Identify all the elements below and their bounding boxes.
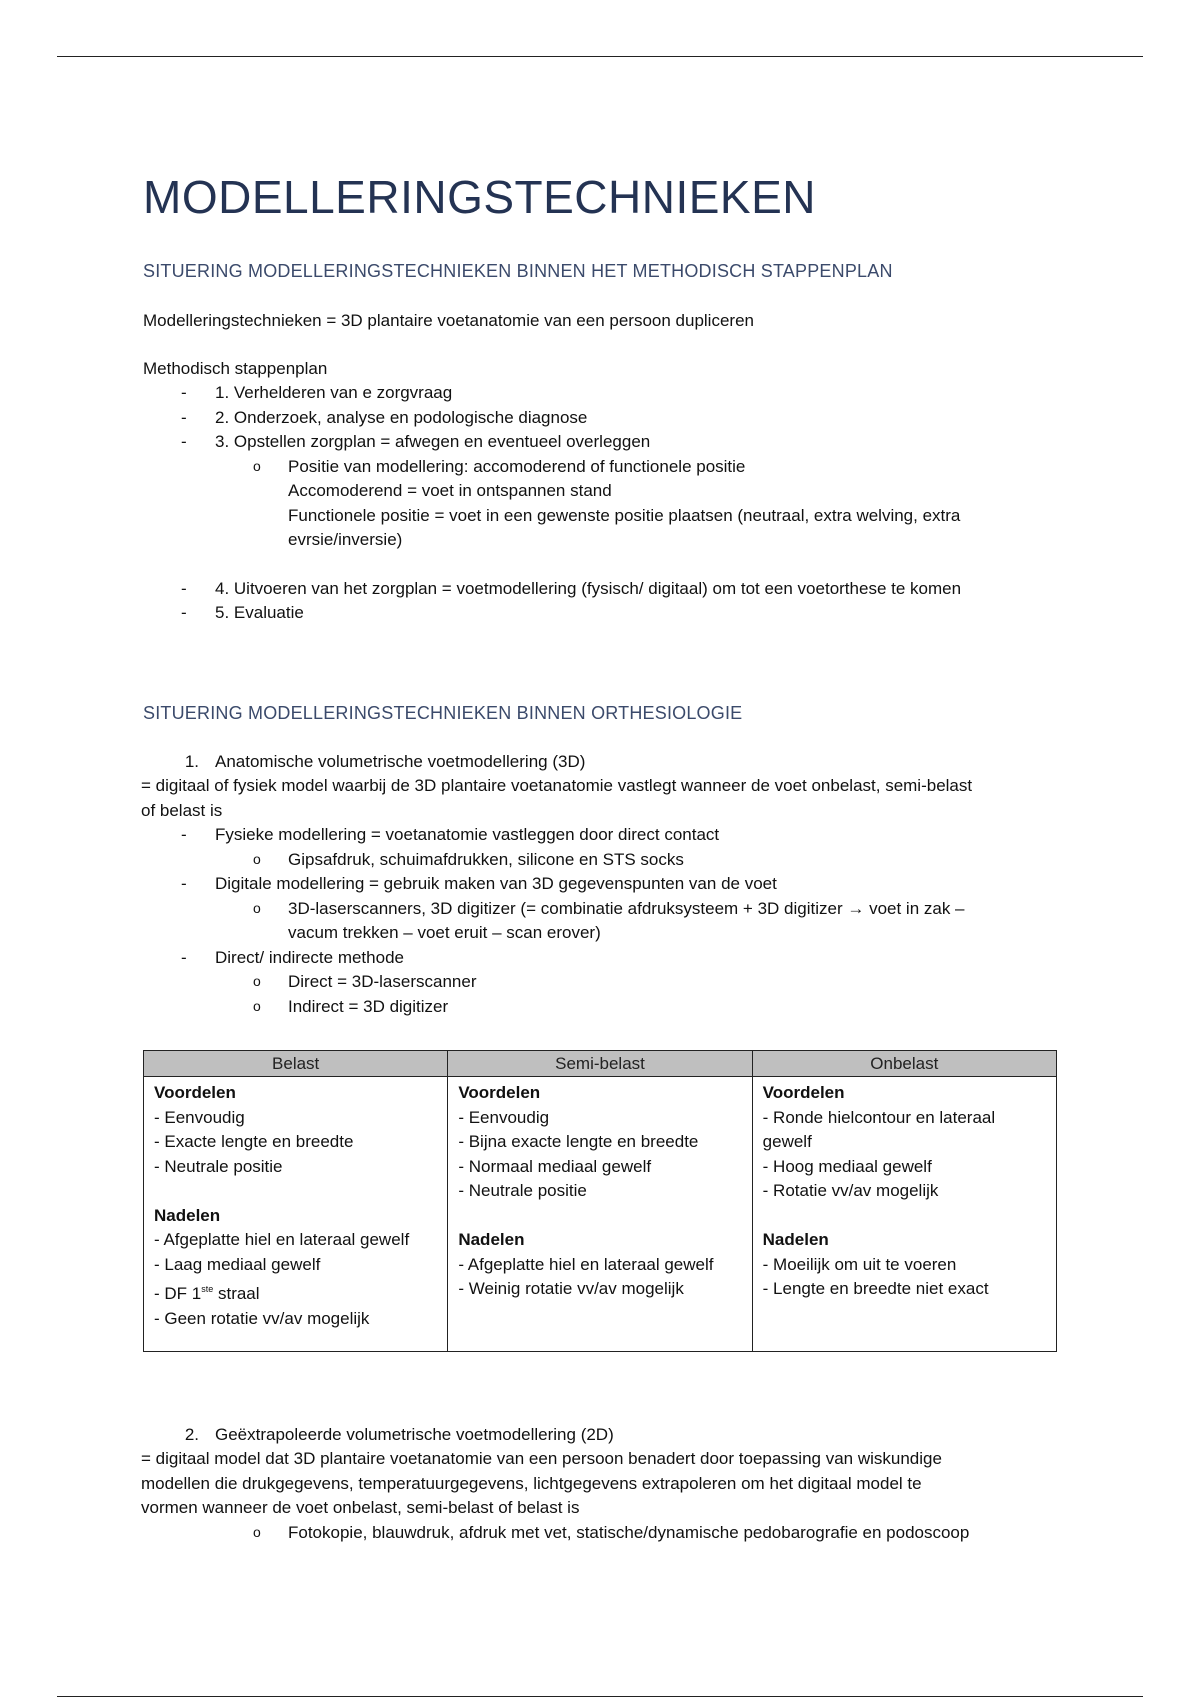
item2-definition xyxy=(141,1447,1061,1521)
cell-line: - Laag mediaal gewelf xyxy=(154,1254,321,1274)
item2-title-row xyxy=(143,1423,1063,1447)
def-line: modellen die drukgegevens, temperatuurgegevens, lichtgegevens extrapoleren om het digitaal model te xyxy=(141,1473,922,1493)
pros-label: Voordelen xyxy=(762,1083,845,1102)
cell-line: - Hoog mediaal gewelf xyxy=(762,1156,932,1176)
sub-line: Accomoderend = voet in ontspannen stand xyxy=(288,481,612,500)
cell-line: - Neutrale positie xyxy=(154,1156,283,1176)
item2-title: Geëxtrapoleerde volumetrische voetmodellering (2D) xyxy=(215,1425,614,1444)
cons-label: Nadelen xyxy=(762,1230,829,1249)
cell-line: - Weinig rotatie vv/av mogelijk xyxy=(458,1279,684,1298)
cell-line: - Exacte lengte en breedte xyxy=(154,1132,354,1151)
definition-text: Modelleringstechnieken = 3D plantaire voetanatomie van een persoon dupliceren xyxy=(143,311,754,330)
cell-line: - Normaal mediaal gewelf xyxy=(458,1156,652,1176)
def-line: = digitaal model dat 3D plantaire voetanatomie van een persoon benadert door toepassing van wiskundige xyxy=(141,1449,942,1468)
cons-label: Nadelen xyxy=(458,1230,525,1249)
list-item: o Direct = 3D-laserscanner xyxy=(143,970,1063,995)
column-header-semi-belast: Semi-belast xyxy=(448,1051,752,1077)
def-line: vormen wanneer de voet onbelast, semi-belast of belast is xyxy=(141,1498,580,1517)
table-row xyxy=(144,1077,1057,1352)
superscript: ste xyxy=(201,1284,214,1294)
pros-label: Voordelen xyxy=(458,1083,541,1102)
cell-line: - Neutrale positie xyxy=(458,1181,587,1200)
stappenplan-label: Methodisch stappenplan xyxy=(143,359,328,378)
cell-line: - Ronde hielcontour en lateraal xyxy=(762,1107,996,1127)
cell-line: - Afgeplatte hiel en lateraal gewelf xyxy=(458,1254,714,1274)
list-item: - Fysieke modellering = voetanatomie vastleggen door direct contact xyxy=(143,823,1063,848)
item1-title: Anatomische volumetrische voetmodellering (3D) xyxy=(215,752,586,771)
step3-sublist xyxy=(143,455,961,480)
list-item: o Gipsafdruk, schuimafdrukken, silicone en STS socks xyxy=(143,848,1063,873)
sub-line: Functionele positie = voet in een gewenste positie plaatsen (neutraal, extra welving, extra xyxy=(288,505,961,525)
item1-title-row xyxy=(143,750,1063,774)
item1-list-method xyxy=(143,946,1063,971)
list-item: - Digitale modellering = gebruik maken van 3D gegevenspunten van de voet xyxy=(143,872,1063,897)
list-item: o Fotokopie, blauwdruk, afdruk met vet, statische/dynamische pedobarografie en podoscoop xyxy=(143,1521,1063,1546)
cell-line: - Bijna exacte lengte en breedte xyxy=(458,1132,699,1151)
item2-block xyxy=(143,1423,1063,1545)
cell-text: straal xyxy=(213,1284,260,1303)
column-header-belast: Belast xyxy=(144,1051,448,1077)
item2-number: 2. xyxy=(184,1425,199,1444)
footer-rule xyxy=(57,1696,1143,1697)
column-header-onbelast: Onbelast xyxy=(752,1051,1056,1077)
cell-text: - DF 1 xyxy=(154,1284,202,1303)
sub-line: evrsie/inversie) xyxy=(288,530,403,549)
cell-line: - Eenvoudig xyxy=(154,1107,245,1127)
list-item: o Positie van modellering: accomoderend of functionele positie xyxy=(143,455,961,480)
page-title: MODELLERINGSTECHNIEKEN xyxy=(143,171,817,223)
list-item: o 3D-laserscanners, 3D digitizer (= combinatie afdruksysteem + 3D digitizer → voet in zak – xyxy=(143,897,1063,922)
list-item: - 1. Verhelderen van e zorgvraag xyxy=(143,381,961,406)
cell-line: - Eenvoudig xyxy=(458,1107,550,1127)
stappenplan-block xyxy=(143,357,961,626)
list-item: - Direct/ indirecte methode xyxy=(143,946,1063,971)
cell-onbelast xyxy=(752,1077,1056,1352)
cell-line: - Rotatie vv/av mogelijk xyxy=(762,1181,939,1200)
method-sublist xyxy=(143,970,1063,1019)
cell-line: - Lengte en breedte niet exact xyxy=(762,1279,989,1298)
cell-belast xyxy=(144,1077,448,1352)
def-line: of belast is xyxy=(141,800,223,820)
list-item: - 5. Evaluatie xyxy=(143,601,961,626)
steps-list-continued xyxy=(143,577,961,626)
sub-line: vacum trekken – voet eruit – scan erover) xyxy=(288,923,601,942)
item2-sublist xyxy=(143,1521,1063,1546)
digital-sublines xyxy=(143,921,1063,946)
def-line: = digitaal of fysiek model waarbij de 3D plantaire voetanatomie vastlegt wanneer de voet onbelast, semi-belast xyxy=(141,776,973,795)
item1-list xyxy=(143,823,1063,848)
steps-list xyxy=(143,381,961,455)
cell-line: gewelf xyxy=(762,1132,812,1151)
list-item: o Indirect = 3D digitizer xyxy=(143,995,1063,1020)
item1-list-digital xyxy=(143,872,1063,897)
physical-sublist xyxy=(143,848,1063,873)
cons-label: Nadelen xyxy=(154,1205,221,1225)
item1-number: 1. xyxy=(184,752,199,771)
cell-semi-belast xyxy=(448,1077,752,1352)
comparison-table xyxy=(143,1050,1057,1352)
step3-sublines xyxy=(143,479,961,553)
list-item: - 4. Uitvoeren van het zorgplan = voetmodellering (fysisch/ digitaal) om tot een voetorthese te komen xyxy=(143,577,961,602)
item1-definition xyxy=(141,774,1061,823)
list-item: - 2. Onderzoek, analyse en podologische diagnose xyxy=(143,406,961,431)
section-heading-orthesiologie: SITUERING MODELLERINGSTECHNIEKEN BINNEN ORTHESIOLOGIE xyxy=(143,703,743,723)
header-rule xyxy=(57,56,1143,57)
section-heading-stappenplan: SITUERING MODELLERINGSTECHNIEKEN BINNEN HET METHODISCH STAPPENPLAN xyxy=(143,261,893,281)
list-item: - 3. Opstellen zorgplan = afwegen en eventueel overleggen xyxy=(143,430,961,455)
digital-sublist xyxy=(143,897,1063,922)
item1-block xyxy=(143,750,1063,1019)
pros-label: Voordelen xyxy=(154,1083,236,1102)
cell-line: - Moeilijk om uit te voeren xyxy=(762,1254,957,1274)
cell-line: - Afgeplatte hiel en lateraal gewelf xyxy=(154,1230,410,1249)
cell-line: - Geen rotatie vv/av mogelijk xyxy=(154,1308,370,1328)
cell-line xyxy=(154,1277,439,1307)
table-header-row xyxy=(144,1051,1057,1077)
